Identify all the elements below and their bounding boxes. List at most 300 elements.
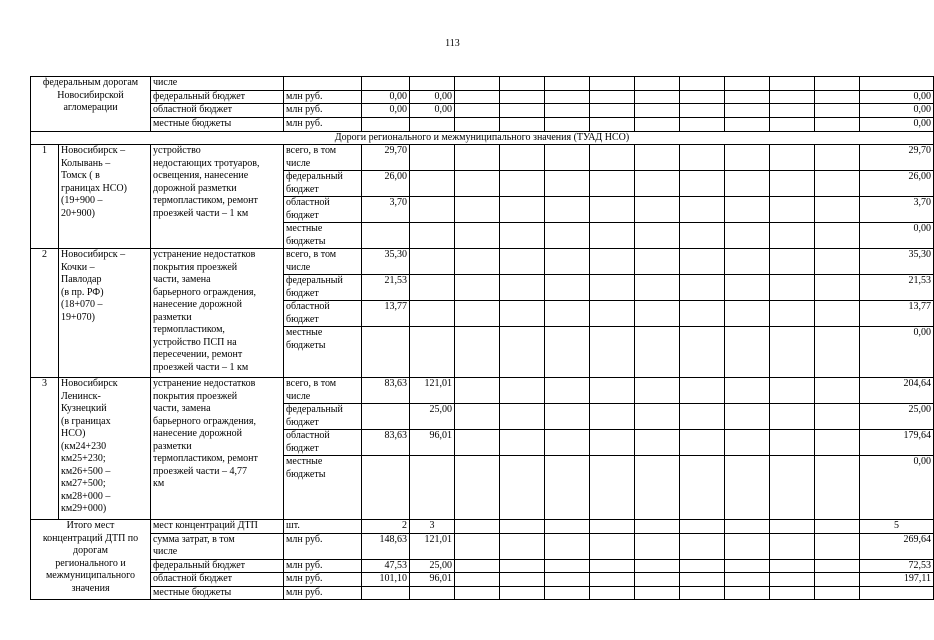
text-line: НСО) [61, 428, 86, 439]
source-cell [151, 573, 284, 587]
empty-cell [590, 197, 635, 223]
empty-cell [680, 104, 725, 118]
empty-cell [635, 197, 680, 223]
text-line: всего, в том [286, 145, 337, 156]
empty-cell [455, 327, 500, 378]
unit-cell: млн руб. [284, 573, 362, 587]
empty-cell [770, 104, 815, 118]
empty-cell [590, 301, 635, 327]
value-cell [410, 171, 455, 197]
empty-cell [680, 197, 725, 223]
empty-cell [635, 430, 680, 456]
empty-cell [590, 586, 635, 600]
empty-cell [500, 586, 545, 600]
total-cell: 0,00 [860, 223, 934, 249]
empty-cell [725, 301, 770, 327]
source-cell [284, 171, 362, 197]
text-line: Томск ( в [61, 170, 100, 181]
empty-cell [590, 559, 635, 573]
empty-cell [455, 223, 500, 249]
text-line: (км24+230 [61, 440, 107, 452]
empty-cell [680, 223, 725, 249]
text-line: термопластиком, ремонт [153, 195, 258, 206]
total-cell: 197,11 [860, 573, 934, 587]
empty-cell [815, 456, 860, 520]
empty-cell [725, 223, 770, 249]
text-line: нанесение дорожной [153, 299, 242, 310]
value-cell [410, 275, 455, 301]
empty-cell [635, 171, 680, 197]
empty-cell [545, 301, 590, 327]
text-line: Кузнецкий [61, 403, 107, 414]
empty-cell [545, 145, 590, 171]
text-line: местные [286, 223, 323, 234]
empty-cell [815, 520, 860, 534]
source-cell [151, 559, 284, 573]
value-cell: 0,00 [410, 104, 455, 118]
table-row [31, 249, 934, 275]
empty-cell [455, 275, 500, 301]
source-cell: местные бюджеты [151, 118, 284, 132]
table-row [31, 378, 934, 404]
empty-cell [590, 118, 635, 132]
text-line: термопластиком, [153, 324, 225, 335]
source-cell [284, 378, 362, 404]
text-line: проезжей части – 1 км [153, 361, 249, 373]
text-line: устранение недостатков [153, 249, 256, 260]
text-line: недостающих тротуаров, [153, 157, 260, 169]
empty-cell [590, 104, 635, 118]
text-line: км27+500; [61, 478, 106, 489]
empty-cell [545, 197, 590, 223]
value-cell: 96,01 [410, 573, 455, 587]
text-line: пересечении, ремонт [153, 349, 243, 360]
empty-cell [590, 249, 635, 275]
empty-cell [590, 171, 635, 197]
total-cell: 5 [860, 520, 934, 534]
value-cell: 101,10 [362, 573, 410, 587]
empty-cell [545, 430, 590, 456]
total-cell: 0,00 [860, 104, 934, 118]
road-cell [59, 378, 151, 520]
empty-cell [770, 301, 815, 327]
total-cell: 0,00 [860, 118, 934, 132]
table-row [31, 90, 934, 104]
empty-cell [590, 90, 635, 104]
table-row [31, 104, 934, 118]
empty-cell [635, 90, 680, 104]
total-cell: 3,70 [860, 197, 934, 223]
empty-cell [500, 456, 545, 520]
total-cell: 204,64 [860, 378, 934, 404]
value-cell: 121,01 [410, 378, 455, 404]
empty-cell [635, 327, 680, 378]
empty-cell [635, 145, 680, 171]
empty-cell [725, 118, 770, 132]
value-cell: 0,00 [362, 104, 410, 118]
source-cell [284, 249, 362, 275]
empty-cell [500, 559, 545, 573]
empty-cell [455, 573, 500, 587]
work-cell [151, 378, 284, 520]
text-line: числе [286, 157, 311, 169]
unit-cell: млн руб. [284, 586, 362, 600]
value-cell [362, 118, 410, 132]
empty-cell [500, 430, 545, 456]
value-cell [362, 223, 410, 249]
total-cell: 179,64 [860, 430, 934, 456]
text-line: Новосибирск – [61, 249, 126, 260]
empty-cell [815, 249, 860, 275]
empty-cell [815, 430, 860, 456]
empty-cell [725, 430, 770, 456]
empty-cell [545, 223, 590, 249]
empty-cell [815, 327, 860, 378]
empty-cell [545, 520, 590, 534]
empty-cell [500, 118, 545, 132]
empty-cell [455, 197, 500, 223]
empty-cell [455, 456, 500, 520]
empty-cell [770, 171, 815, 197]
empty-cell [455, 404, 500, 430]
empty-cell [725, 104, 770, 118]
value-cell [362, 327, 410, 378]
text-line: федеральным дорогам [42, 77, 139, 88]
item-number: 2 [31, 249, 59, 378]
empty-cell [815, 573, 860, 587]
empty-cell [635, 249, 680, 275]
empty-cell [635, 404, 680, 430]
empty-cell [545, 77, 590, 91]
source-cell [284, 456, 362, 520]
source-cell [284, 223, 362, 249]
item-number: 3 [31, 378, 59, 520]
empty-cell [455, 118, 500, 132]
empty-cell [770, 559, 815, 573]
empty-cell [590, 223, 635, 249]
text-line: федеральный [286, 171, 343, 182]
text-line: км25+230; [61, 453, 106, 464]
text-line: км26+500 – [61, 465, 111, 477]
empty-cell [590, 456, 635, 520]
empty-cell [680, 145, 725, 171]
empty-cell [770, 275, 815, 301]
text-line: областной бюджет [153, 573, 233, 584]
value-cell: 83,63 [362, 378, 410, 404]
empty-cell [455, 430, 500, 456]
source-cell [284, 145, 362, 171]
text-line: бюджет [286, 183, 319, 195]
value-cell: 148,63 [362, 533, 410, 559]
text-line: устройство ПСП на [153, 336, 237, 348]
empty-cell [680, 430, 725, 456]
empty-cell [770, 404, 815, 430]
value-cell: 25,00 [410, 404, 455, 430]
text-line: местные бюджеты [153, 586, 232, 598]
empty-cell [680, 301, 725, 327]
value-cell [410, 77, 455, 91]
empty-cell [680, 249, 725, 275]
text-line: Новосибирской [57, 89, 124, 101]
text-line: Новосибирск – [61, 145, 126, 156]
empty-cell [770, 533, 815, 559]
value-cell: 96,01 [410, 430, 455, 456]
text-line: федеральный бюджет [153, 559, 246, 571]
empty-cell [725, 249, 770, 275]
empty-cell [680, 559, 725, 573]
text-line: сумма затрат, в том [153, 533, 235, 545]
text-line: км [153, 478, 165, 489]
text-line: бюджет [286, 287, 319, 299]
empty-cell [680, 378, 725, 404]
road-safety-table [30, 76, 934, 600]
empty-cell [545, 456, 590, 520]
empty-cell [725, 197, 770, 223]
empty-cell [500, 90, 545, 104]
value-cell [362, 456, 410, 520]
text-line: покрытия проезжей [153, 261, 238, 273]
empty-cell [635, 275, 680, 301]
text-line: (в пр. РФ) [61, 286, 104, 298]
empty-cell [455, 533, 500, 559]
empty-cell [770, 118, 815, 132]
value-cell: 26,00 [362, 171, 410, 197]
text-line: межмуниципального [45, 570, 136, 581]
empty-cell [815, 197, 860, 223]
value-cell: 3 [410, 520, 455, 534]
summary-label [31, 520, 151, 600]
text-line: местные [286, 456, 323, 467]
value-cell: 0,00 [362, 90, 410, 104]
empty-cell [815, 586, 860, 600]
value-cell [410, 118, 455, 132]
summary-row [31, 520, 934, 534]
empty-cell [815, 104, 860, 118]
empty-cell [455, 586, 500, 600]
empty-cell [635, 77, 680, 91]
empty-cell [815, 559, 860, 573]
empty-cell [725, 559, 770, 573]
empty-cell [680, 586, 725, 600]
empty-cell [770, 456, 815, 520]
source-cell: областной бюджет [151, 104, 284, 118]
value-cell [410, 197, 455, 223]
text-line: регионального и [55, 557, 126, 569]
table-body [31, 77, 934, 600]
text-line: бюджеты [286, 339, 326, 351]
value-cell [410, 586, 455, 600]
empty-cell [815, 404, 860, 430]
empty-cell [725, 378, 770, 404]
empty-cell [590, 430, 635, 456]
text-line: 20+900) [61, 207, 95, 219]
value-cell: 0,00 [410, 90, 455, 104]
road-cell [31, 77, 151, 132]
text-line: концентраций ДТП по [42, 532, 139, 544]
section-header-row [31, 131, 934, 145]
unit-cell: млн руб. [284, 104, 362, 118]
text-line: Итого мест [66, 520, 115, 531]
empty-cell [500, 77, 545, 91]
text-line: бюджеты [286, 235, 326, 247]
empty-cell [680, 520, 725, 534]
text-line: (19+900 – [61, 195, 103, 206]
text-line: Новосибирск [61, 378, 118, 389]
text-line: Кочки – [61, 261, 95, 273]
value-cell [410, 223, 455, 249]
value-cell: 2 [362, 520, 410, 534]
text-line: всего, в том [286, 249, 337, 260]
empty-cell [590, 573, 635, 587]
value-cell: 29,70 [362, 145, 410, 171]
value-cell: 35,30 [362, 249, 410, 275]
unit-cell: млн руб. [284, 90, 362, 104]
empty-cell [455, 145, 500, 171]
empty-cell [500, 520, 545, 534]
work-cell [151, 145, 284, 249]
text-line: покрытия проезжей [153, 390, 238, 402]
text-line: нанесение дорожной [153, 428, 242, 439]
empty-cell [815, 77, 860, 91]
value-cell: 21,53 [362, 275, 410, 301]
empty-cell [545, 118, 590, 132]
source-cell [284, 404, 362, 430]
table-row [31, 118, 934, 132]
text-line: проезжей части – 4,77 [153, 465, 247, 477]
value-cell: 13,77 [362, 301, 410, 327]
empty-cell [500, 533, 545, 559]
empty-cell [500, 223, 545, 249]
value-cell [410, 301, 455, 327]
source-cell [284, 301, 362, 327]
text-line: местные [286, 327, 323, 338]
road-cell [59, 249, 151, 378]
empty-cell [545, 533, 590, 559]
empty-cell [725, 275, 770, 301]
text-line: (18+070 – [61, 299, 103, 310]
total-cell: 72,53 [860, 559, 934, 573]
text-line: части, замена [153, 274, 211, 285]
empty-cell [590, 77, 635, 91]
empty-cell [680, 533, 725, 559]
empty-cell [500, 378, 545, 404]
value-cell [362, 404, 410, 430]
total-cell: 0,00 [860, 456, 934, 520]
empty-cell [725, 171, 770, 197]
empty-cell [545, 327, 590, 378]
empty-cell [815, 145, 860, 171]
text-line: устранение недостатков [153, 378, 256, 389]
empty-cell [590, 327, 635, 378]
total-cell: 26,00 [860, 171, 934, 197]
text-line: областной [286, 197, 330, 208]
empty-cell [635, 573, 680, 587]
value-cell: 83,63 [362, 430, 410, 456]
empty-cell [545, 171, 590, 197]
empty-cell [815, 301, 860, 327]
summary-row [31, 573, 934, 587]
empty-cell [770, 586, 815, 600]
empty-cell [635, 533, 680, 559]
empty-cell [770, 249, 815, 275]
empty-cell [545, 90, 590, 104]
text-line: мест концентраций ДТП [153, 520, 258, 531]
summary-row [31, 559, 934, 573]
empty-cell [455, 301, 500, 327]
source-cell: числе [151, 77, 284, 91]
empty-cell [455, 104, 500, 118]
text-line: всего, в том [286, 378, 337, 389]
total-cell: 269,64 [860, 533, 934, 559]
total-cell: 13,77 [860, 301, 934, 327]
unit-cell [284, 77, 362, 91]
empty-cell [635, 559, 680, 573]
empty-cell [590, 404, 635, 430]
empty-cell [725, 533, 770, 559]
empty-cell [725, 77, 770, 91]
empty-cell [545, 559, 590, 573]
empty-cell [455, 559, 500, 573]
work-cell [151, 249, 284, 378]
table-row [31, 145, 934, 171]
text-line: границах НСО) [61, 182, 127, 194]
empty-cell [725, 404, 770, 430]
text-line: Ленинск- [61, 390, 101, 402]
value-cell [362, 586, 410, 600]
source-cell [151, 586, 284, 600]
empty-cell [500, 171, 545, 197]
empty-cell [455, 77, 500, 91]
text-line: бюджет [286, 416, 319, 428]
text-line: числе [153, 546, 178, 557]
text-line: разметки [153, 311, 192, 323]
unit-cell: млн руб. [284, 533, 362, 559]
source-cell [284, 197, 362, 223]
text-line: числе [286, 390, 311, 402]
text-line: (в границах [61, 415, 111, 427]
text-line: бюджет [286, 209, 319, 221]
text-line: устройство [153, 145, 201, 156]
empty-cell [590, 145, 635, 171]
empty-cell [770, 223, 815, 249]
total-cell: 0,00 [860, 327, 934, 378]
text-line: разметки [153, 440, 192, 452]
value-cell [410, 145, 455, 171]
empty-cell [545, 275, 590, 301]
summary-row [31, 533, 934, 559]
empty-cell [815, 533, 860, 559]
total-cell [860, 77, 934, 91]
text-line: барьерного ограждения, [153, 286, 257, 298]
text-line: областной [286, 430, 330, 441]
value-cell [410, 249, 455, 275]
empty-cell [590, 275, 635, 301]
total-cell: 21,53 [860, 275, 934, 301]
source-cell [284, 430, 362, 456]
text-line: 19+070) [61, 311, 95, 323]
empty-cell [770, 197, 815, 223]
empty-cell [635, 378, 680, 404]
empty-cell [590, 378, 635, 404]
empty-cell [770, 378, 815, 404]
empty-cell [500, 145, 545, 171]
text-line: дорожной разметки [153, 182, 237, 194]
empty-cell [725, 520, 770, 534]
text-line: части, замена [153, 403, 211, 414]
empty-cell [725, 327, 770, 378]
text-line: термопластиком, ремонт [153, 453, 258, 464]
summary-row [31, 586, 934, 600]
